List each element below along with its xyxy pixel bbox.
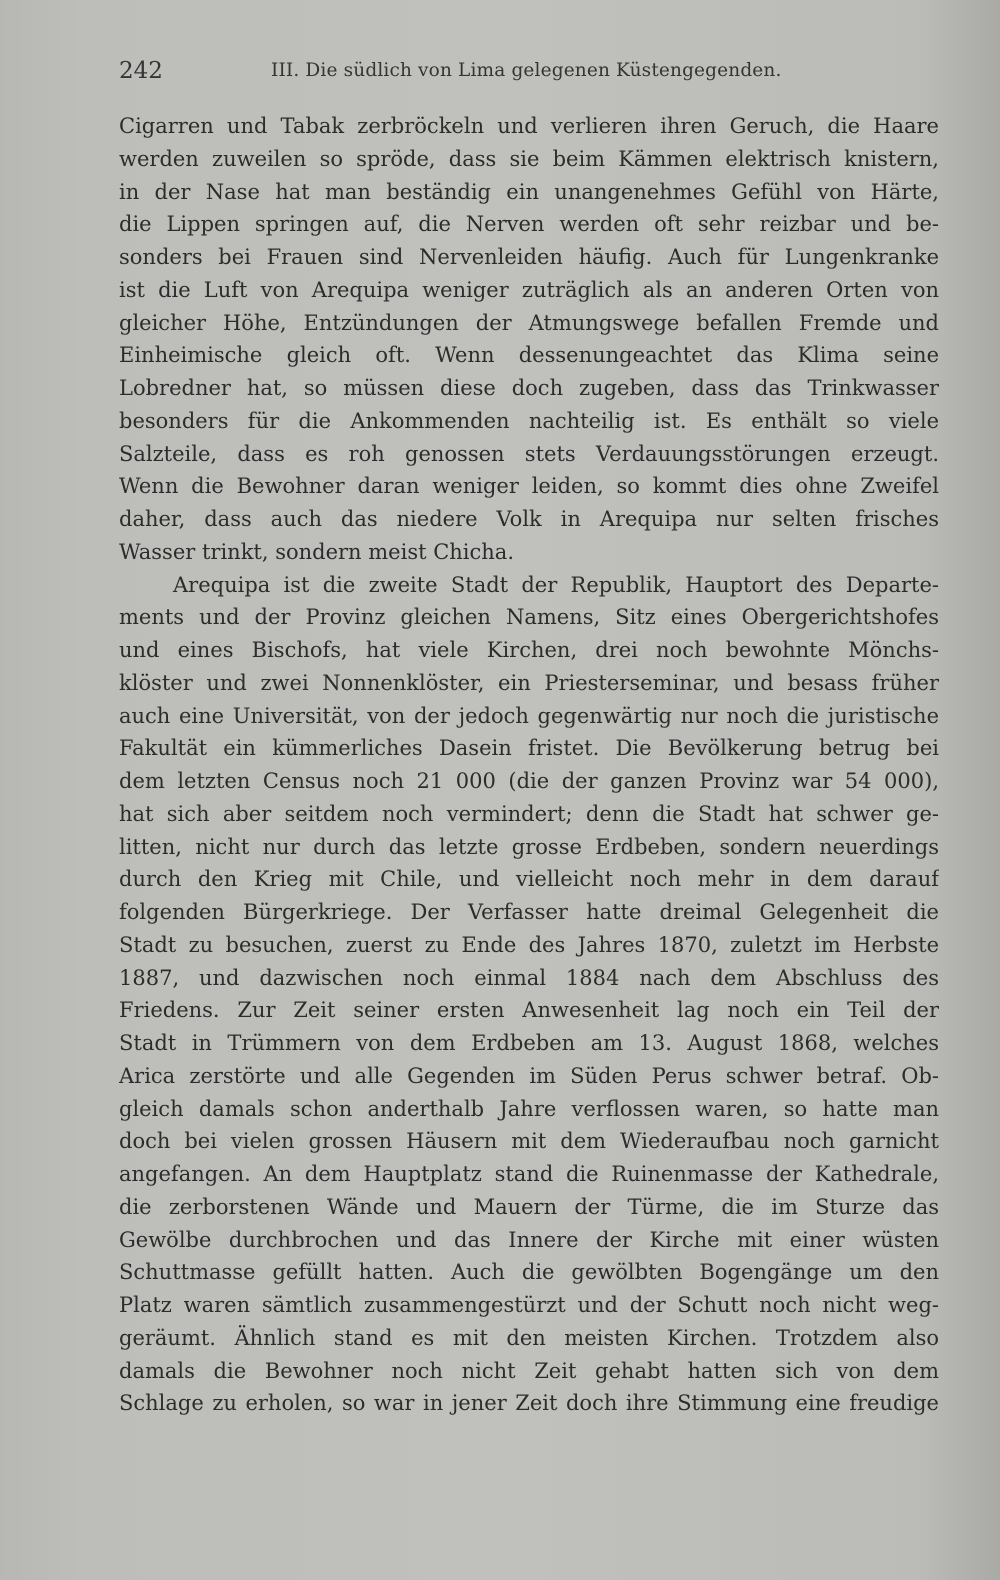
paragraph-2 bbox=[119, 569, 939, 1421]
text-line: Einheimische gleich oft. Wenn dessenungeachtet das Klima seine bbox=[119, 343, 939, 368]
text-line: Schlage zu erholen, so war in jener Zeit doch ihre Stimmung eine freudige bbox=[119, 1391, 939, 1416]
text-line: in der Nase hat man beständig ein unangenehmes Gefühl von Härte, bbox=[119, 179, 939, 204]
text-line: werden zuweilen so spröde, dass sie beim Kämmen elektrisch knistern, bbox=[119, 146, 939, 171]
text-line: ist die Luft von Arequipa weniger zuträglich als an anderen Orten von bbox=[119, 277, 939, 302]
text-line: gleicher Höhe, Entzündungen der Atmungswege befallen Fremde und bbox=[119, 310, 939, 335]
text-line: doch bei vielen grossen Häusern mit dem Wiederaufbau noch garnicht bbox=[119, 1129, 939, 1154]
text-line: sonders bei Frauen sind Nervenleiden häufig. Auch für Lungenkranke bbox=[119, 245, 939, 269]
text-line: daher, dass auch das niedere Volk in Arequipa nur selten frisches bbox=[119, 507, 939, 531]
text-line: Fakultät ein kümmerliches Dasein fristet. Die Bevölkerung betrug bei bbox=[119, 736, 939, 761]
text-line: die zerborstenen Wände und Mauern der Türme, die im Sturze das bbox=[119, 1194, 939, 1219]
body-text bbox=[119, 110, 939, 1420]
text-line: und eines Bischofs, hat viele Kirchen, drei noch bewohnte Mönchs- bbox=[119, 638, 939, 662]
text-line: geräumt. Ähnlich stand es mit den meisten Kirchen. Trotzdem also bbox=[119, 1325, 939, 1350]
text-line: Stadt zu besuchen, zuerst zu Ende des Jahres 1870, zuletzt im Herbste bbox=[119, 932, 939, 957]
text-line: Wenn die Bewohner daran weniger leiden, so kommt dies ohne Zweifel bbox=[119, 474, 939, 499]
text-line: damals die Bewohner noch nicht Zeit gehabt hatten sich von dem bbox=[119, 1358, 939, 1383]
text-line: Wasser trinkt, sondern meist Chicha. bbox=[119, 539, 515, 564]
text-line: Arica zerstörte und alle Gegenden im Süden Perus schwer betraf. Ob- bbox=[119, 1063, 939, 1088]
paragraph-1 bbox=[119, 110, 939, 569]
text-line: dem letzten Census noch 21 000 (die der ganzen Provinz war 54 000), bbox=[119, 769, 939, 793]
text-line: ments und der Provinz gleichen Namens, Sitz eines Obergerichtshofes bbox=[119, 605, 939, 630]
running-head: III. Die südlich von Lima gelegenen Küstengegenden. bbox=[271, 60, 782, 81]
text-line: folgenden Bürgerkriege. Der Verfasser hatte dreimal Gelegenheit die bbox=[119, 900, 939, 924]
text-line: angefangen. An dem Hauptplatz stand die Ruinenmasse der Kathedrale, bbox=[119, 1162, 939, 1186]
text-line: 1887, und dazwischen noch einmal 1884 nach dem Abschluss des bbox=[119, 965, 939, 990]
text-line: Gewölbe durchbrochen und das Innere der Kirche mit einer wüsten bbox=[119, 1227, 939, 1252]
text-line: Salzteile, dass es roh genossen stets Verdauungsstörungen erzeugt. bbox=[119, 441, 939, 466]
text-line: besonders für die Ankommenden nachteilig ist. Es enthält so viele bbox=[119, 408, 939, 433]
text-line: gleich damals schon anderthalb Jahre verflossen waren, so hatte man bbox=[119, 1096, 939, 1121]
text-line: durch den Krieg mit Chile, und vielleicht noch mehr in dem darauf bbox=[119, 867, 939, 892]
text-line: Arequipa ist die zweite Stadt der Republik, Hauptort des Departe- bbox=[173, 572, 939, 597]
page-number: 242 bbox=[119, 58, 163, 84]
text-line: litten, nicht nur durch das letzte grosse Erdbeben, sondern neuerdings bbox=[119, 834, 939, 859]
text-line: Platz waren sämtlich zusammengestürzt und der Schutt noch nicht weg- bbox=[119, 1293, 939, 1317]
text-line: Friedens. Zur Zeit seiner ersten Anwesenheit lag noch ein Teil der bbox=[119, 998, 939, 1023]
text-line: klöster und zwei Nonnenklöster, ein Priesterseminar, und besass früher bbox=[119, 670, 939, 695]
text-line: hat sich aber seitdem noch vermindert; denn die Stadt hat schwer ge- bbox=[119, 801, 939, 826]
text-line: Lobredner hat, so müssen diese doch zugeben, dass das Trinkwasser bbox=[119, 376, 939, 400]
text-line: Cigarren und Tabak zerbröckeln und verlieren ihren Geruch, die Haare bbox=[119, 114, 939, 138]
text-line: die Lippen springen auf, die Nerven werden oft sehr reizbar und be- bbox=[119, 212, 939, 237]
page-header bbox=[119, 56, 939, 90]
text-line: auch eine Universität, von der jedoch gegenwärtig nur noch die juristische bbox=[119, 703, 939, 728]
text-line: Schuttmasse gefüllt hatten. Auch die gewölbten Bogengänge um den bbox=[119, 1260, 939, 1285]
text-line: Stadt in Trümmern von dem Erdbeben am 13. August 1868, welches bbox=[119, 1031, 939, 1055]
